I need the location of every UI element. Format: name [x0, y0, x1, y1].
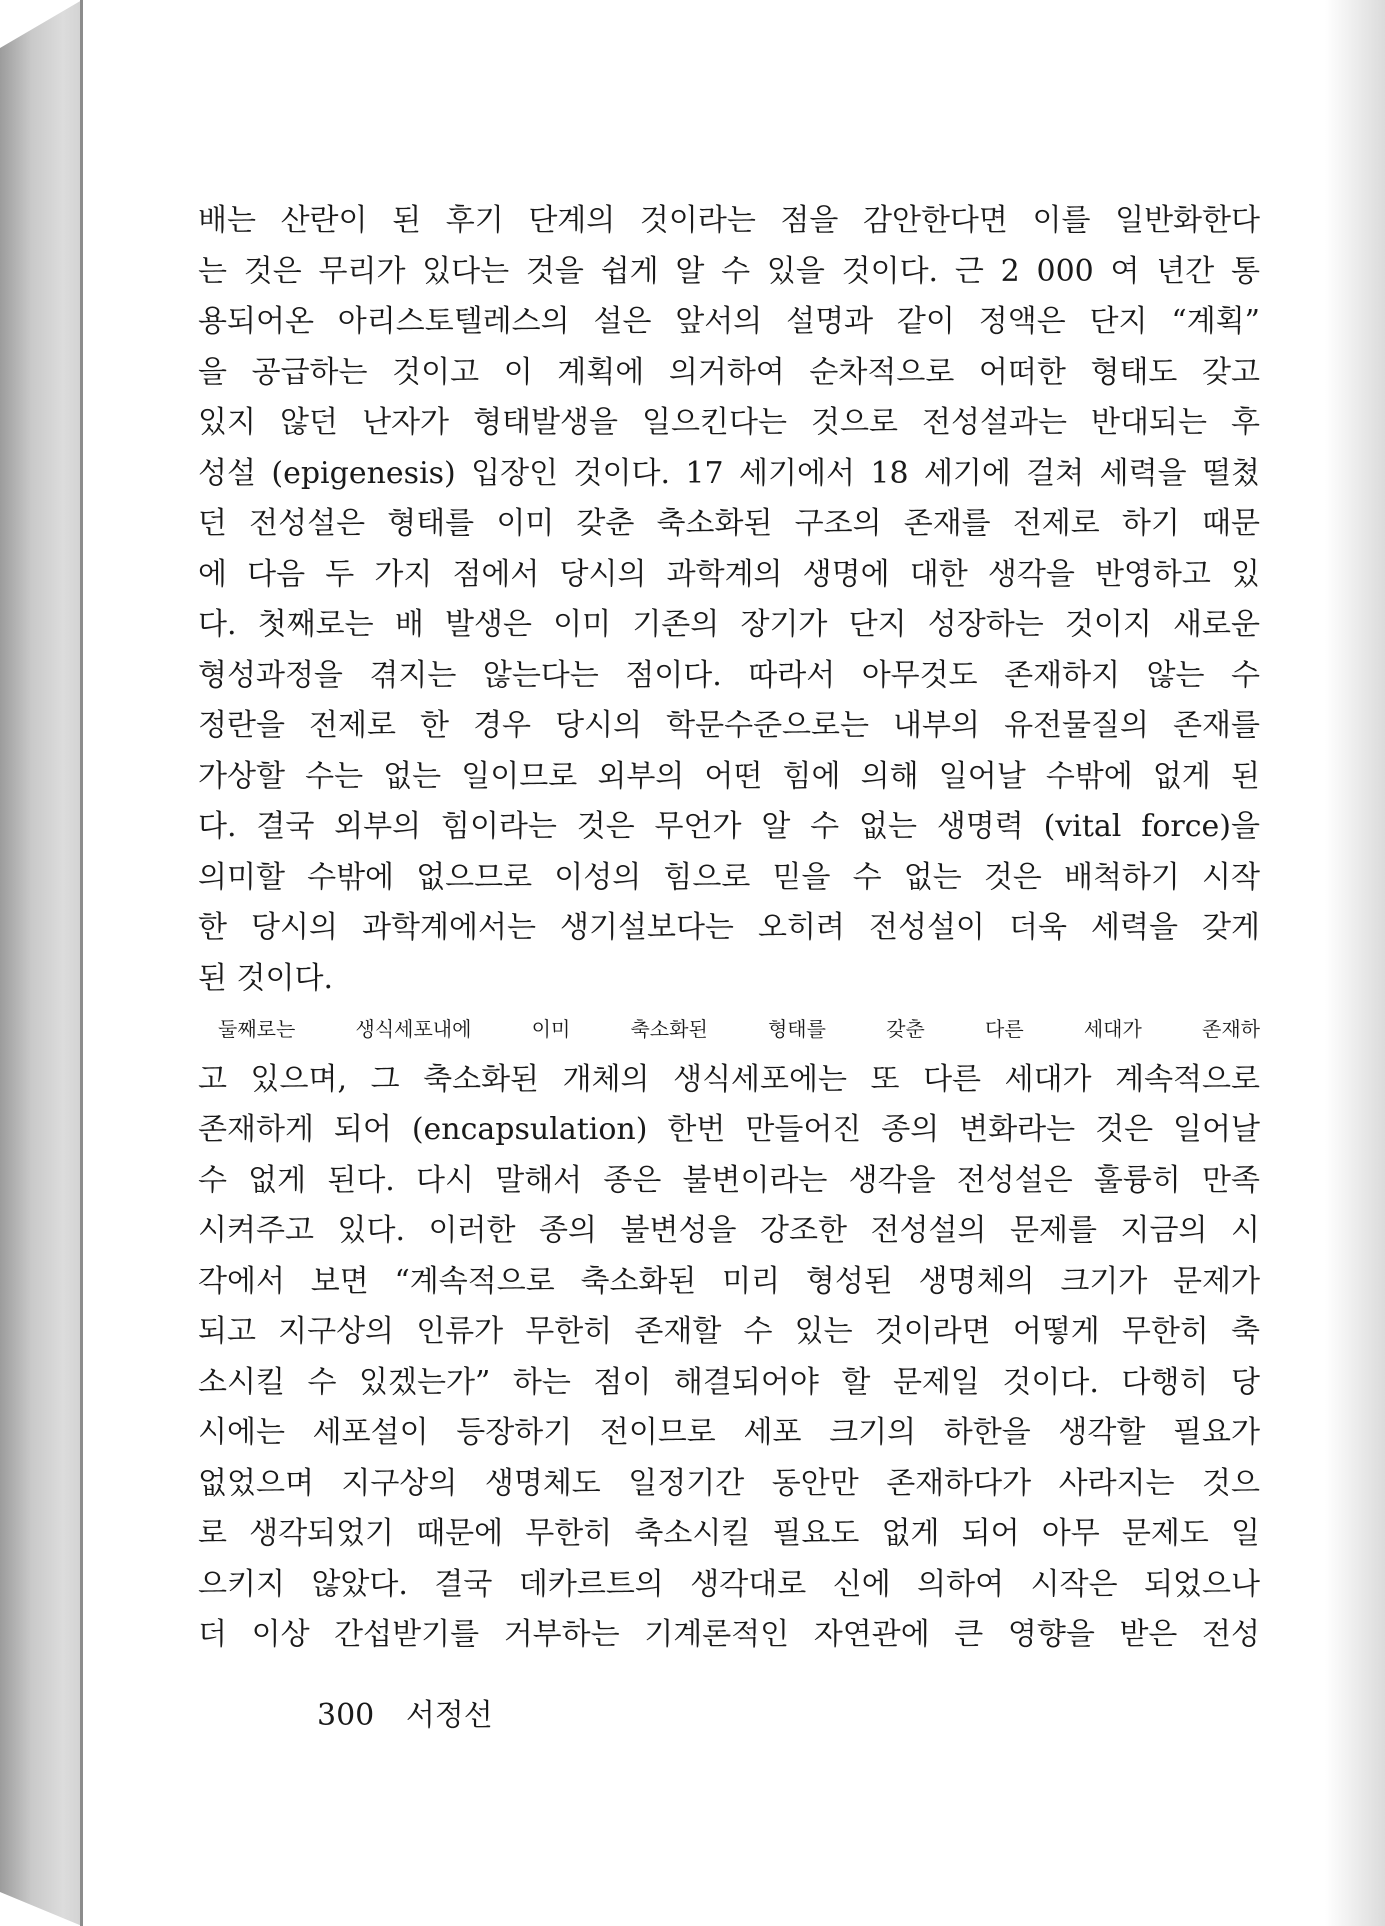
text-line: 둘째로는 생식세포내에 이미 축소화된 형태를 갖춘 다른 세대가 존재하: [218, 1017, 1260, 1041]
text-line: 다. 결국 외부의 힘이라는 것은 무언가 알 수 없는 생명력 (vital force)을: [198, 809, 1260, 844]
text-line: 없었으며 지구상의 생명체도 일정기간 동안만 존재하다가 사라지는 것으: [198, 1465, 1260, 1501]
text-line: 가상할 수는 없는 일이므로 외부의 어떤 힘에 의해 일어날 수밖에 없게 된: [198, 758, 1260, 794]
text-line: 정란을 전제로 한 경우 당시의 학문수준으로는 내부의 유전물질의 존재를: [198, 708, 1260, 743]
text-line: 으키지 않았다. 결국 데카르트의 생각대로 신에 의하여 시작은 되었으나: [198, 1566, 1260, 1602]
text-line: 에 다음 두 가지 점에서 당시의 과학계의 생명에 대한 생각을 반영하고 있: [198, 556, 1260, 592]
text-line: 로 생각되었기 때문에 무한히 축소시킬 필요도 없게 되어 아무 문제도 일: [198, 1516, 1260, 1551]
text-line: 한 당시의 과학계에서는 생기설보다는 오히려 전성설이 더욱 세력을 갖게: [198, 910, 1260, 945]
text-line: 고 있으며, 그 축소화된 개체의 생식세포에는 또 다른 세대가 계속적으로: [198, 1061, 1260, 1097]
text-line: 되고 지구상의 인류가 무한히 존재할 수 있는 것이라면 어떻게 무한히 축: [198, 1314, 1260, 1349]
text-line: 을 공급하는 것이고 이 계획에 의거하여 순차적으로 어떠한 형태도 갖고: [198, 354, 1260, 390]
text-line: 시켜주고 있다. 이러한 종의 불변성을 강조한 전성설의 문제를 지금의 시: [198, 1213, 1260, 1248]
text-line: 형성과정을 겪지는 않는다는 점이다. 따라서 아무것도 존재하지 않는 수: [198, 657, 1260, 693]
page-number: 300: [317, 1698, 375, 1733]
text-line: 배는 산란이 된 후기 단계의 것이라는 점을 감안한다면 이를 일반화한다: [198, 203, 1260, 238]
text-line: 성설 (epigenesis) 입장인 것이다. 17 세기에서 18 세기에 걸쳐 세력을 떨쳤: [198, 455, 1260, 491]
text-line: 더 이상 간섭받기를 거부하는 기계론적인 자연관에 큰 영향을 받은 전성: [198, 1617, 1260, 1652]
book-spine: [0, 0, 90, 1926]
text-line: 소시킬 수 있겠는가” 하는 점이 해결되어야 할 문제일 것이다. 다행히 당: [198, 1364, 1260, 1400]
paragraph-2: [198, 1004, 1260, 1661]
text-line: 다. 첫째로는 배 발생은 이미 기존의 장기가 단지 성장하는 것이지 새로운: [198, 607, 1260, 642]
text-line: 각에서 보면 “계속적으로 축소화된 미리 형성된 생명체의 크기가 문제가: [198, 1263, 1260, 1299]
body-text: [198, 196, 1260, 1661]
paragraph-1: [198, 196, 1260, 1004]
text-line: 던 전성설은 형태를 이미 갖춘 축소화된 구조의 존재를 전제로 하기 때문: [198, 506, 1260, 541]
text-line: 의미할 수밖에 없으므로 이성의 힘으로 믿을 수 없는 것은 배척하기 시작: [198, 859, 1260, 895]
text-line: 존재하게 되어 (encapsulation) 한번 만들어진 종의 변화라는 것은 일어날: [198, 1112, 1260, 1147]
page-footer: [317, 1690, 493, 1734]
text-line: 수 없게 된다. 다시 말해서 종은 불변이라는 생각을 전성설은 훌륭히 만족: [198, 1162, 1260, 1198]
text-line: 있지 않던 난자가 형태발생을 일으킨다는 것으로 전성설과는 반대되는 후: [198, 405, 1260, 440]
text-line: 시에는 세포설이 등장하기 전이므로 세포 크기의 하한을 생각할 필요가: [198, 1415, 1260, 1450]
page-edge-shadow: [1325, 0, 1385, 1926]
text-line: 용되어온 아리스토텔레스의 설은 앞서의 설명과 같이 정액은 단지 “계획”: [198, 304, 1260, 339]
author-name: 서정선: [405, 1698, 493, 1733]
text-line: 된 것이다.: [198, 960, 333, 996]
text-line: 는 것은 무리가 있다는 것을 쉽게 알 수 있을 것이다. 근 2 000 여 년간 통: [198, 253, 1260, 289]
